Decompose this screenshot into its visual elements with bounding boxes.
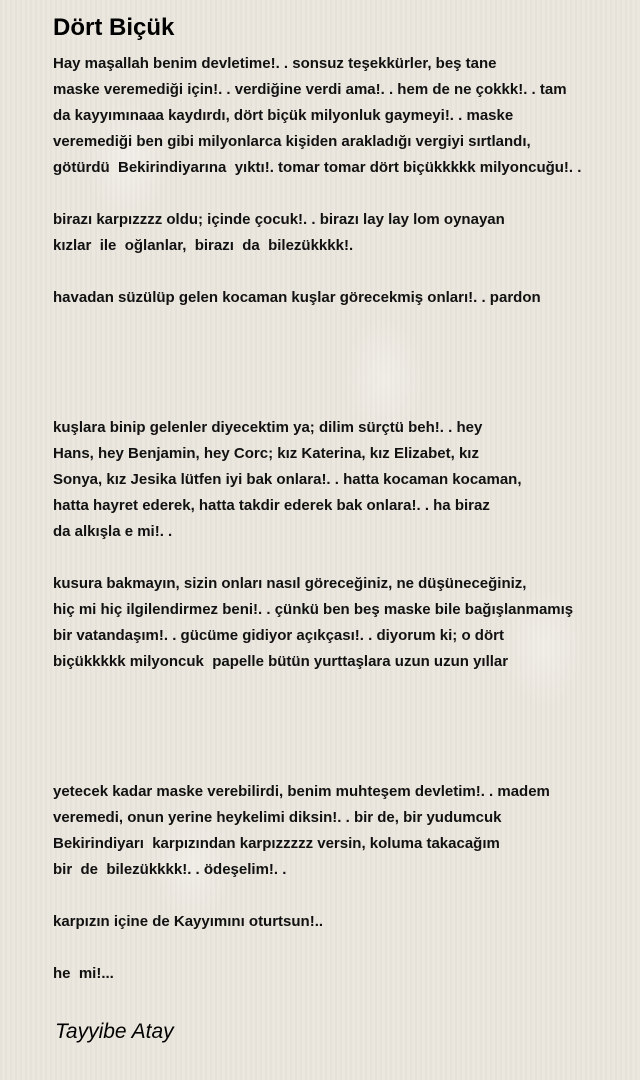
- poem-line: havadan süzülüp gelen kocaman kuşlar görecekmiş onları!. . pardon: [53, 289, 541, 306]
- blank-line: [53, 259, 638, 285]
- blank-line: [53, 389, 638, 415]
- blank-line: [53, 545, 638, 571]
- poem-line: kızlar ile oğlanlar, birazı da bilezükkkk!.: [53, 237, 358, 254]
- blank-line: [53, 311, 638, 337]
- poem-line: kuşlara binip gelenler diyecektim ya; dilim sürçtü beh!. . hey: [53, 419, 483, 436]
- blank-line: [53, 701, 638, 727]
- blank-line: [53, 987, 638, 1013]
- poem-line: biçükkkkk milyoncuk papelle bütün yurttaşlara uzun uzun yıllar: [53, 653, 509, 670]
- blank-line: [53, 935, 638, 961]
- poem-line: hiç mi hiç ilgilendirmez beni!. . çünkü ben beş maske bile bağışlanmamış: [53, 601, 574, 618]
- blank-line: [53, 363, 638, 389]
- blank-line: [53, 753, 638, 779]
- poem-line: karpızın içine de Kayyımını oturtsun!..: [53, 913, 324, 930]
- poem-line: yetecek kadar maske verebilirdi, benim muhteşem devletim!. . madem: [53, 783, 550, 800]
- poem-line: da alkışla e mi!. .: [53, 523, 173, 540]
- poem-body: [53, 51, 638, 1013]
- poem-line: bir de bilezükkkk!. . ödeşelim!. .: [53, 861, 291, 878]
- blank-line: [53, 337, 638, 363]
- poem-line: veremedi, onun yerine heykelimi diksin!. . bir de, bir yudumcuk: [53, 809, 502, 826]
- author-name: Tayyibe Atay: [55, 1020, 174, 1043]
- blank-line: [53, 181, 638, 207]
- poem-line: bir vatandaşım!. . gücüme gidiyor açıkçası!. . diyorum ki; o dört: [53, 627, 504, 644]
- poem-line: Hay maşallah benim devletime!. . sonsuz teşekkürler, beş tane: [53, 55, 497, 72]
- poem-line: he mi!...: [53, 965, 114, 982]
- poem-line: hatta hayret ederek, hatta takdir ederek bak onlara!. . ha biraz: [53, 497, 490, 514]
- poem-line: götürdü Bekirindiyarına yıktı!. tomar tomar dört biçükkkkk milyoncuğu!. .: [53, 159, 582, 176]
- poem-line: veremediği ben gibi milyonlarca kişiden arakladığı vergiyi sırtlandı,: [53, 133, 531, 150]
- poem-title: Dört Biçük: [53, 14, 175, 41]
- blank-line: [53, 727, 638, 753]
- poem-line: maske veremediği için!. . verdiğine verdi ama!. . hem de ne çokkk!. . tam: [53, 81, 567, 98]
- poem-line: birazı karpızzzz oldu; içinde çocuk!. . birazı lay lay lom oynayan: [53, 211, 505, 228]
- poem-line: Bekirindiyarı karpızından karpızzzzz versin, koluma takacağım: [53, 835, 500, 852]
- poem-line: kusura bakmayın, sizin onları nasıl göreceğiniz, ne düşüneceğiniz,: [53, 575, 527, 592]
- poem-line: da kayyımınaaa kaydırdı, dört biçük milyonluk gaymeyi!. . maske: [53, 107, 514, 124]
- blank-line: [53, 883, 638, 909]
- poem-line: Sonya, kız Jesika lütfen iyi bak onlara!. . hatta kocaman kocaman,: [53, 471, 522, 488]
- blank-line: [53, 675, 638, 701]
- poem-line: Hans, hey Benjamin, hey Corc; kız Katerina, kız Elizabet, kız: [53, 445, 479, 462]
